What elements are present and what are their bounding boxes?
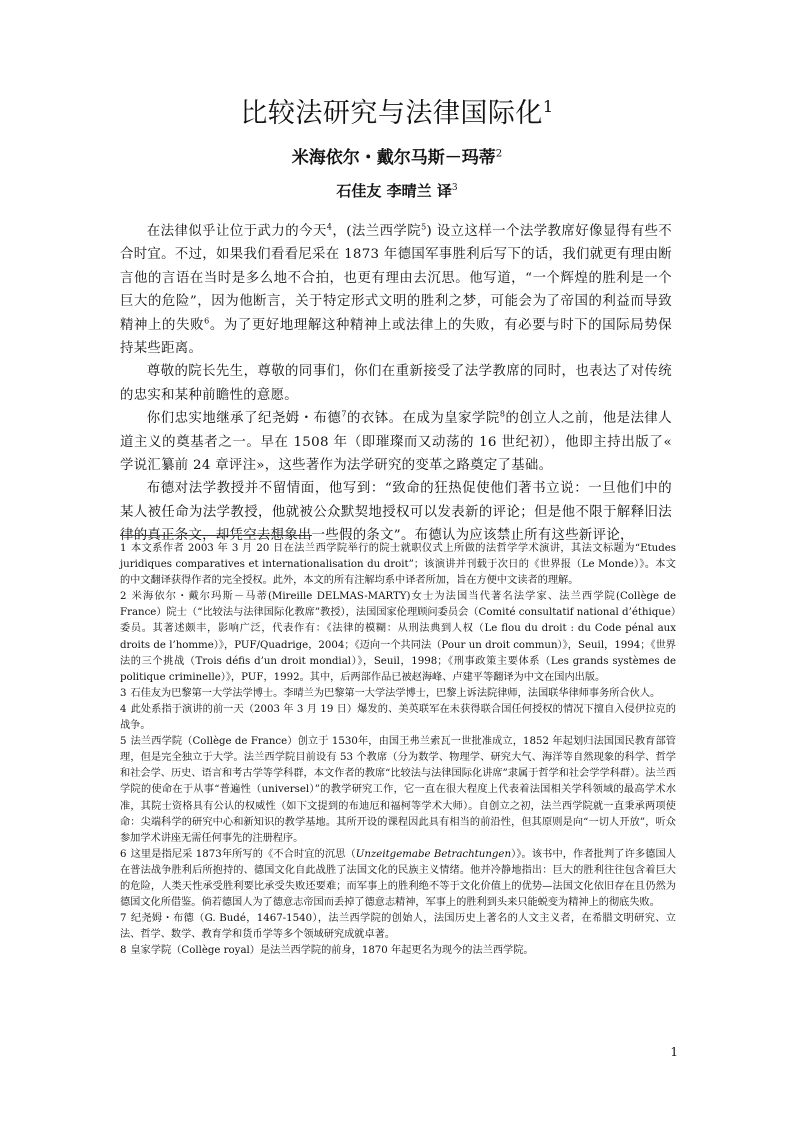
- footnote-ref[interactable]: 3: [451, 183, 458, 193]
- footnote: 8 皇家学院（Collège royal）是法兰西学院的前身，1870 年起更名为现今的法兰西学院。: [120, 945, 534, 957]
- page-number: 1: [670, 1045, 678, 1059]
- footnote: 6 这里是指尼采 1873年所写的《不合时宜的沉思（Unzeitgemabe Betrachtungen）》。该书中，作者批判了许多德国人在普法战争胜利后所抱持的、德国文化自此战胜了法国文化的民族主义情绪。他并冷静地指出：巨大的胜利往往包含着巨大的危险，人类天性承受胜利要比承受失败还要难；而军事上的胜利绝不等于文化价值上的优势—法国文化依旧存在且仍然为德国文化所借鉴。倘若德国人为了德意志帝国而丢掉了德意志精神，军事上的胜利到头来只能蜕变为精神上的彻底失败。: [120, 848, 676, 909]
- footnote: 2 米海依尔・戴尔玛斯－马蒂(Mireille DELMAS-MARTY)女士为法国当代著名法学家、法兰西学院(Collège de France）院士（“比较法与法律国际化教席”教授），法国国家伦理顾问委员会（Comité consultatif national d’éthique）委员。其著述颇丰，影响广泛，代表作有：《法律的模糊：从刑法典到人权（Le flou du droit : du Code pénal aux droits de l’homme）》，PUF/Quadrige，2004；《迈向一个共同法（Pour un droit commun）》，Seuil，1994；《世界法的三个挑战（Trois défis d’un droit mondial）》，Seuil，1998；《刑事政策主要体系（Les grands systèmes de politique criminelle）》，PUF，1992。其中，后两部作品已被赵海峰、卢建平等翻译为中文在国内出版。: [120, 591, 676, 683]
- paragraph: 在法律似乎让位于武力的今天$^4$，(法兰西学院$^5$) 设立这样一个法学教席好像显得有些不合时宜。不过，如果我们看看尼采在 1873 年德国军事胜利后写下的话，我们就更有理由断言他的言语在当时是多么地不合拍，也更有理由去沉思。他写道，“一个辉煌的胜利是一个巨大的危险”，因为他断言，关于特定形式文明的胜利之梦，可能会为了帝国的利益而导致精神上的失败$^6$。为了更好地理解这种精神上或法律上的失败，有必要与时下的国际局势保持某些距离。: [120, 222, 672, 357]
- paragraph: 尊敬的院长先生，尊敬的同事们，你们在重新接受了法学教席的同时，也表达了对传统的忠实和某种前瞻性的意愿。: [120, 364, 672, 403]
- footnote: 4 此处系指于演讲的前一天（2003 年 3 月 19 日）爆发的、美英联军在未获得联合国任何授权的情况下擅自入侵伊拉克的战争。: [120, 703, 676, 732]
- body-text: [120, 220, 672, 548]
- footnote: 5 法兰西学院（Collège de France）创立于 1530年，由国王弗兰索瓦一世批准成立，1852 年起划归法国国民教育部管理，但是完全独立于大学。法兰西学院目前设有 53 个教席（分为数学、物理学、研究大气、海洋等自然现象的科学、哲学和社会学、历史、语言和考古学等学科群，本文作者的教席“比较法与法律国际化讲席”隶属于哲学和社会学学科群）。法兰西学院的使命在于从事“普遍性（universel）”的教学研究工作，它一直在很大程度上代表着法国相关学科领域的最高学术水准，其院士资格具有公认的权威性（如下文提到的布迪厄和福柯等学术大师）。自创立之初，法兰西学院就一直秉承两项使命：尖端科学的研究中心和新知识的教学基地。其所开设的课程因此具有相当的前沿性，但其原则是向“一切人开放”，听众参加学术讲座无需任何事先的注册程序。: [120, 736, 676, 844]
- author-line: 米海依尔・戴尔马斯－玛蒂$^2$: [291, 148, 503, 168]
- footnote-ref[interactable]: 2: [495, 148, 503, 160]
- translator-line: 石佳友 李晴兰 译$^3$: [336, 182, 458, 200]
- footnote-ref[interactable]: 1: [542, 97, 554, 116]
- footnote: 7 纪尧姆・布德（G. Budé，1467-1540），法兰西学院的创始人，法国历史上著名的人文主义者，在希腊文明研究、立法、哲学、数学、教育学和货币学等多个领域研究成就卓著。: [120, 913, 676, 941]
- footnote-ref[interactable]: 4: [326, 222, 333, 232]
- footnote-ref[interactable]: 6: [204, 316, 210, 326]
- footnotes: [120, 541, 676, 959]
- footnote-ref[interactable]: 7: [341, 409, 347, 419]
- footnote-ref[interactable]: 8: [499, 409, 506, 419]
- footnote-ref[interactable]: 5: [421, 222, 427, 232]
- paragraph: 你们忠实地继承了纪尧姆・布德$^7$的衣钵。在成为皇家学院$^8$的创立人之前，他是法律人道主义的奠基者之一。早在 1508 年（即璀璨而又动荡的 16 世纪初），他即主持出版了« 学说汇纂前 24 章评注»，这些著作为法学研究的变革之路奠定了基础。: [120, 409, 672, 474]
- footnote-divider: [120, 535, 312, 536]
- paragraph: 布德对法学教授并不留情面，他写到：“致命的狂热促使他们著书立说：一旦他们中的某人被任命为法学教授，他就被公众默契地授权可以发表新的评论；但是他不限于解释旧法律的真正条文，却凭空去想象出一些假的条文”。布德认为应该禁止所有这些新评论，: [120, 481, 672, 544]
- footnote: 1 本文系作者 2003 年 3 月 20 日在法兰西学院举行的院士就职仪式上所做的法哲学学术演讲，其法文标题为“Etudes juridiques comparatives et internationalisation du droit”；该演讲并刊载于次日的《世界报（Le Monde）》。本文的中文翻译获得作者的完全授权。此外，本文的所有注解均系中译者所加，旨在方便中文读者的理解。: [120, 543, 676, 587]
- footnote: 3 石佳友为巴黎第一大学法学博士。李晴兰为巴黎第一大学法学博士，巴黎上诉法院律师，法国联华律师事务所合伙人。: [120, 687, 661, 699]
- paper-title: 比较法研究与法律国际化$^1$: [240, 97, 554, 129]
